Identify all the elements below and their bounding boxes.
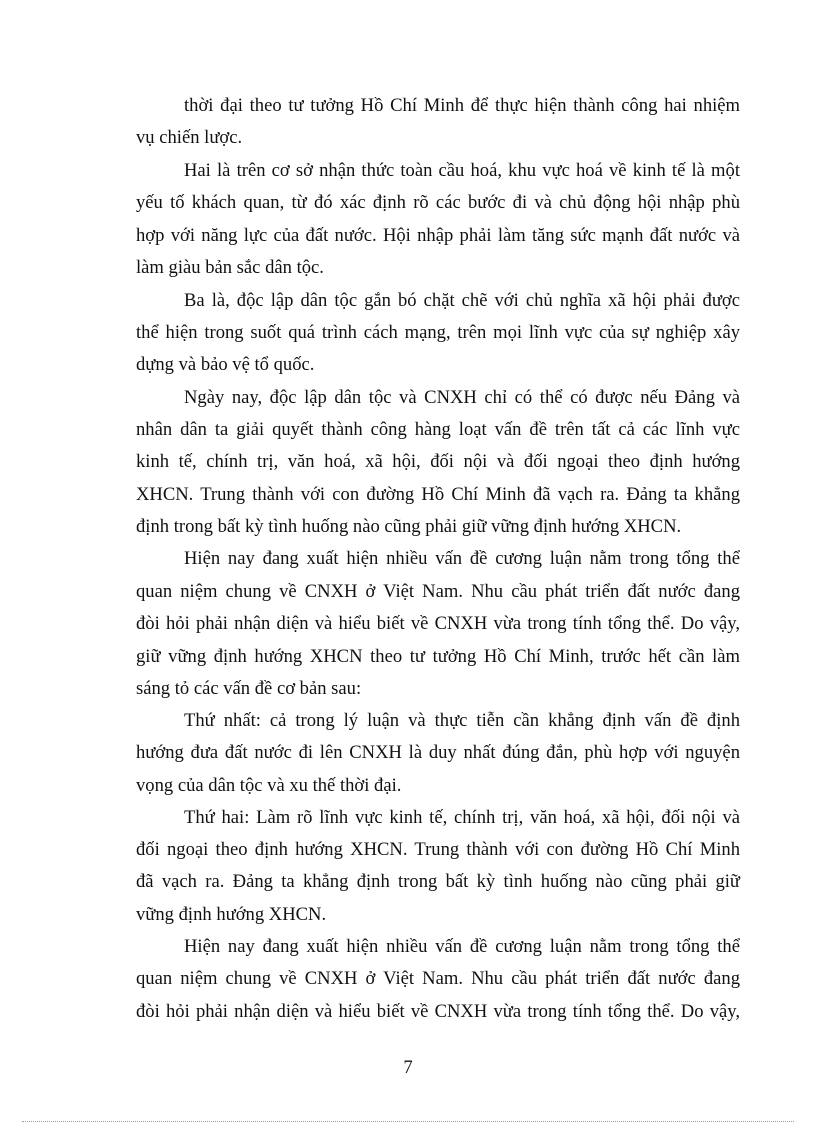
text-line: Hai là trên cơ sở nhận thức toàn cầu hoá, khu vực hoá về kinh tế là một [184,160,740,181]
text-line: yếu tố khách quan, từ đó xác định rõ các bước đi và chủ động hội nhập phù [136,192,740,213]
text-line: quan niệm chung về CNXH ở Việt Nam. Nhu cầu phát triển đất nước đang [136,968,740,989]
text-line: Hiện nay đang xuất hiện nhiều vấn đề cương luận nằm trong tổng thể [184,936,740,957]
text-line: làm giàu bản sắc dân tộc. [136,257,324,278]
text-line: Thứ nhất: cả trong lý luận và thực tiễn cần khẳng định vấn đề định [184,710,740,731]
page-bottom-divider [22,1121,794,1122]
text-line: Hiện nay đang xuất hiện nhiều vấn đề cương luận nằm trong tổng thể [184,548,740,569]
text-line: giữ vững định hướng XHCN theo tư tưởng Hồ Chí Minh, trước hết cần làm [136,646,740,667]
text-line: hướng đưa đất nước đi lên CNXH là duy nhất đúng đắn, phù hợp với nguyện [136,742,740,763]
text-line: vụ chiến lược. [136,127,243,148]
text-line: đối ngoại theo định hướng XHCN. Trung thành với con đường Hồ Chí Minh [136,839,740,860]
text-line: định trong bất kỳ tình huống nào cũng phải giữ vững định hướng XHCN. [136,516,682,537]
text-line: đòi hỏi phải nhận diện và hiểu biết về CNXH vừa trong tính tổng thể. Do vậy, [136,613,740,634]
text-line: đã vạch ra. Đảng ta khẳng định trong bất kỳ tình huống nào cũng phải giữ [136,871,740,892]
text-line: đòi hỏi phải nhận diện và hiểu biết về CNXH vừa trong tính tổng thể. Do vậy, [136,1001,740,1022]
text-line: kinh tế, chính trị, văn hoá, xã hội, đối nội và đối ngoại theo định hướng [136,451,740,472]
text-line: Ngày nay, độc lập dân tộc và CNXH chỉ có thể có được nếu Đảng và [184,387,740,408]
text-line: thể hiện trong suốt quá trình cách mạng, trên mọi lĩnh vực của sự nghiệp xây [136,322,740,343]
text-line: vững định hướng XHCN. [136,904,327,925]
text-line: XHCN. Trung thành với con đường Hồ Chí Minh đã vạch ra. Đảng ta khẳng [136,484,740,505]
text-line: thời đại theo tư tưởng Hồ Chí Minh để thực hiện thành công hai nhiệm [184,95,740,116]
text-line: Ba là, độc lập dân tộc gắn bó chặt chẽ với chủ nghĩa xã hội phải được [184,290,740,311]
text-line: vọng của dân tộc và xu thế thời đại. [136,775,402,796]
text-line: sáng tỏ các vấn đề cơ bản sau: [136,678,362,699]
text-line: nhân dân ta giải quyết thành công hàng loạt vấn đề trên tất cả các lĩnh vực [136,419,740,440]
text-line: Thứ hai: Làm rõ lĩnh vực kinh tế, chính trị, văn hoá, xã hội, đối nội và [184,807,740,828]
page-number: 7 [403,1057,413,1078]
text-line: hợp với năng lực của đất nước. Hội nhập phải làm tăng sức mạnh đất nước và [136,225,740,246]
text-line: quan niệm chung về CNXH ở Việt Nam. Nhu cầu phát triển đất nước đang [136,581,740,602]
text-line: dựng và bảo vệ tổ quốc. [136,354,315,375]
